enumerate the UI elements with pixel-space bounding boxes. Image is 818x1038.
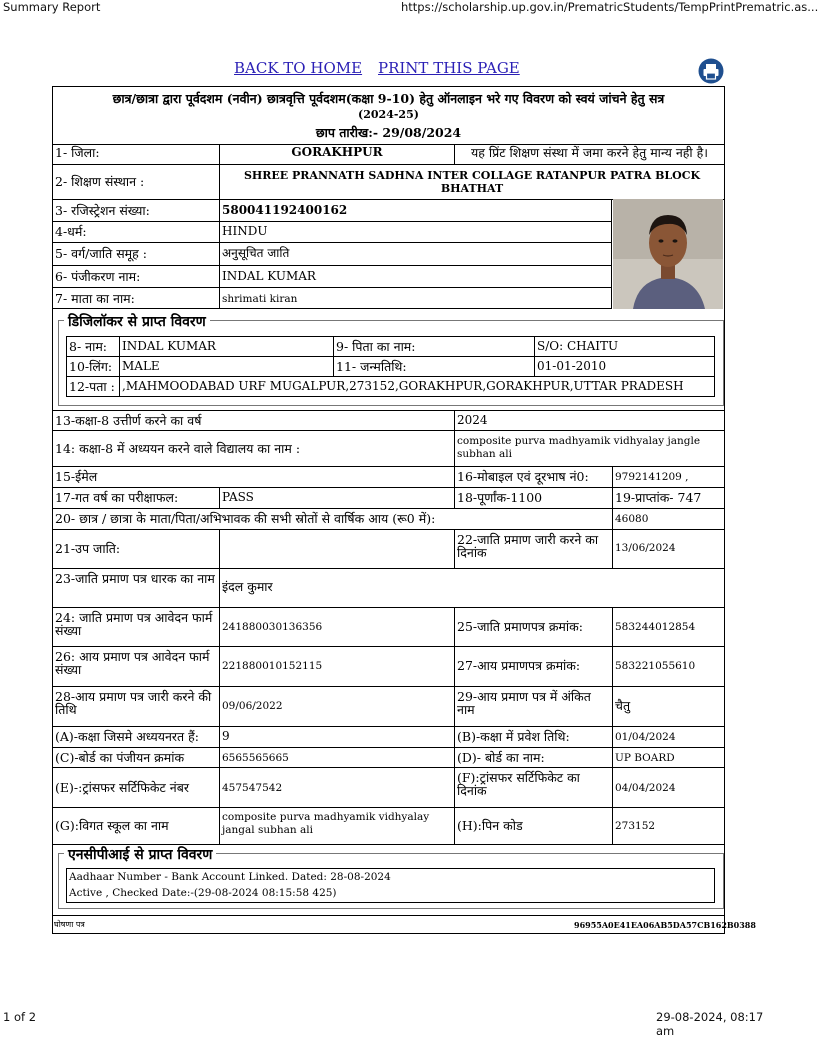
row29-value: चैतु xyxy=(612,686,725,727)
institution-value: SHREE PRANNATH SADHNA INTER COLLAGE RATANPUR PATRA BLOCK BHATHAT xyxy=(219,164,725,200)
dl-name-label: 8- नाम: xyxy=(66,336,120,357)
page-count: 1 of 2 xyxy=(3,1010,37,1024)
rowB-label: (B)-कक्षा में प्रवेश तिथि: xyxy=(454,726,613,748)
validity-note: यह प्रिंट शिक्षण संस्था में जमा करने हेतु मान्य नही है। xyxy=(454,144,725,165)
dl-gender-value: MALE xyxy=(119,356,334,377)
mother-name-value: shrimati kiran xyxy=(219,287,612,309)
row28-value: 09/06/2022 xyxy=(219,686,455,727)
row16-value: 9792141209 , xyxy=(612,466,725,488)
row21-label: 21-उप जाति: xyxy=(52,529,220,569)
registration-value: 580041192400162 xyxy=(219,199,612,222)
row27-label: 27-आय प्रमाणपत्र क्रमांक: xyxy=(454,646,613,687)
row28-label: 28-आय प्रमाण पत्र जारी करने की तिथि xyxy=(52,686,220,727)
row20-label: 20- छात्र / छात्रा के माता/पिता/अभिभावक की सभी स्रोतों से वार्षिक आय (रू0 में): xyxy=(52,508,613,530)
row23-label: 23-जाति प्रमाण पत्र धारक का नाम xyxy=(52,568,220,608)
row14-label: 14: कक्षा-8 में अध्ययन करने वाले विद्यालय का नाम : xyxy=(52,430,455,467)
rowC-value: 6565565665 xyxy=(219,747,455,768)
print-this-page-link[interactable]: PRINT THIS PAGE xyxy=(378,59,520,77)
browser-title: Summary Report xyxy=(3,0,101,14)
row29-label: 29-आय प्रमाण पत्र में अंकित नाम xyxy=(454,686,613,727)
rowG-value: composite purva madhyamik vidhyalay jangal subhan ali xyxy=(219,807,455,845)
student-photo xyxy=(613,199,723,309)
footer-divider xyxy=(52,915,725,916)
row27-value: 583221055610 xyxy=(612,646,725,687)
mother-name-label: 7- माता का नाम: xyxy=(52,287,220,309)
row25-label: 25-जाति प्रमाणपत्र क्रमांक: xyxy=(454,607,613,647)
institution-label: 2- शिक्षण संस्थान : xyxy=(52,164,220,200)
rowF-value: 04/04/2024 xyxy=(612,767,725,808)
caste-group-value: अनुसूचित जाति xyxy=(219,242,612,266)
rowE-label: (E)-:ट्रांसफर सर्टिफिकेट नंबर xyxy=(52,767,220,808)
rowD-label: (D)- बोर्ड का नाम: xyxy=(454,747,613,768)
registration-label: 3- रजिस्ट्रेशन संख्या: xyxy=(52,199,220,222)
row17-label: 17-गत वर्ष का परीक्षाफल: xyxy=(52,487,220,509)
npci-legend: एनसीपीआई से प्राप्त विवरण xyxy=(64,845,216,864)
back-to-home-link[interactable]: BACK TO HOME xyxy=(234,59,363,77)
row22-label: 22-जाति प्रमाण जारी करने का दिनांक xyxy=(454,529,613,569)
row20-value: 46080 xyxy=(612,508,725,530)
row13-value: 2024 xyxy=(454,410,725,431)
row24-label: 24: जाति प्रमाण पत्र आवेदन फार्म संख्या xyxy=(52,607,220,647)
district-value: GORAKHPUR xyxy=(219,144,455,165)
religion-label: 4-धर्म: xyxy=(52,221,220,243)
rowA-value: 9 xyxy=(219,726,455,748)
report-session: (2024-25) xyxy=(358,108,419,121)
row17-value: PASS xyxy=(219,487,455,509)
caste-group-label: 5- वर्ग/जाति समूह : xyxy=(52,242,220,266)
district-label: 1- जिला: xyxy=(52,144,220,165)
report-title: छात्र/छात्रा द्वारा पूर्वदशम (नवीन) छात्रवृत्ति पूर्वदशम(कक्षा 9-10) हेतु ऑनलाइन भरे गए विवरण को स्वयं जांचने हेतु सत्र xyxy=(112,91,665,106)
row22-value: 13/06/2024 xyxy=(612,529,725,569)
dl-address-value: ,MAHMOODABAD URF MUGALPUR,273152,GORAKHPUR,GORAKHPUR,UTTAR PRADESH xyxy=(119,376,715,397)
rowF-label: (F):ट्रांसफर सर्टिफिकेट का दिनांक xyxy=(454,767,613,808)
row13-label: 13-कक्षा-8 उत्तीर्ण करने का वर्ष xyxy=(52,410,455,431)
row19-label: 19-प्राप्तांक- 747 xyxy=(612,487,725,509)
rowG-label: (G):विगत स्कूल का नाम xyxy=(52,807,220,845)
dl-dob-value: 01-01-2010 xyxy=(534,356,715,377)
npci-line2: Active , Checked Date:-(29-08-2024 08:15:58 425) xyxy=(69,887,337,899)
dl-address-label: 12-पता : xyxy=(66,376,120,397)
digilocker-legend: डिजिलॉकर से प्राप्त विवरण xyxy=(64,312,210,331)
npci-line1: Aadhaar Number - Bank Account Linked. Dated: 28-08-2024 xyxy=(69,871,391,883)
rowE-value: 457547542 xyxy=(219,767,455,808)
browser-url: https://scholarship.up.gov.in/PrematricStudents/TempPrintPrematric.as... xyxy=(401,0,818,14)
row21-value xyxy=(219,529,455,569)
row18-label: 18-पूर्णांक-1100 xyxy=(454,487,613,509)
row15-label: 15-ईमेल xyxy=(52,466,455,488)
dl-father-label: 9- पिता का नाम: xyxy=(333,336,535,357)
dl-gender-label: 10-लिंग: xyxy=(66,356,120,377)
row26-label: 26: आय प्रमाण पत्र आवेदन फार्म संख्या xyxy=(52,646,220,687)
dl-father-value: S/O: CHAITU xyxy=(534,336,715,357)
print-timestamp: 29-08-2024, 08:17 am xyxy=(656,1010,764,1038)
row25-value: 583244012854 xyxy=(612,607,725,647)
row26-value: 221880010152115 xyxy=(219,646,455,687)
registered-name-label: 6- पंजीकरण नाम: xyxy=(52,265,220,288)
row16-label: 16-मोबाइल एवं दूरभाष नं0: xyxy=(454,466,613,488)
rowD-value: UP BOARD xyxy=(612,747,725,768)
rowB-value: 01/04/2024 xyxy=(612,726,725,748)
print-date: छाप तारीख:- 29/08/2024 xyxy=(315,125,462,140)
dl-name-value: INDAL KUMAR xyxy=(119,336,334,357)
dl-dob-label: 11- जन्मतिथि: xyxy=(333,356,535,377)
row23-value: इंदल कुमार xyxy=(219,568,725,608)
rowA-label: (A)-कक्षा जिसमे अध्ययनरत हैं: xyxy=(52,726,220,748)
document-hash: 96955A0E41EA06AB5DA57CB162B0388 xyxy=(574,920,756,930)
registered-name-value: INDAL KUMAR xyxy=(219,265,612,288)
declaration-label: घोषणा पत्र xyxy=(54,920,85,929)
printer-icon[interactable] xyxy=(698,58,724,84)
rowH-value: 273152 xyxy=(612,807,725,845)
religion-value: HINDU xyxy=(219,221,612,243)
row14-value: composite purva madhyamik vidhyalay jangle subhan ali xyxy=(454,430,725,467)
rowH-label: (H):पिन कोड xyxy=(454,807,613,845)
row24-value: 241880030136356 xyxy=(219,607,455,647)
rowC-label: (C)-बोर्ड का पंजीयन क्रमांक xyxy=(52,747,220,768)
